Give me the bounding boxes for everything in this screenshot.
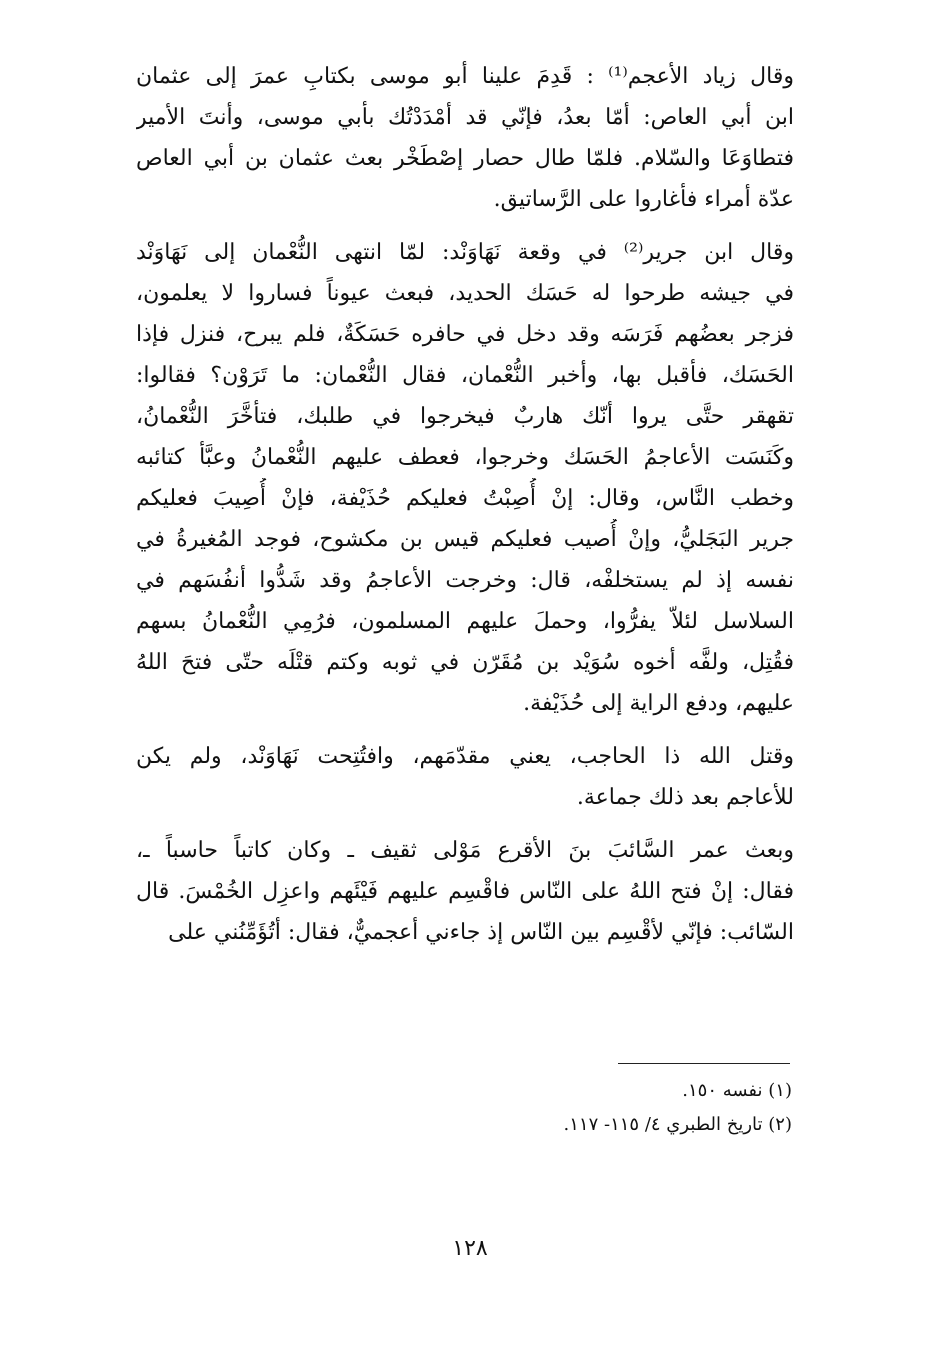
text-line: وقال زياد الأعجم⁽¹⁾ : قَدِمَ علينا أبو موسى بكتابِ عمرَ إلى عثمان (136, 64, 794, 89)
footnote-1: (١) نفسه ١٥٠. (682, 1080, 792, 1101)
text-line: ابن أبي العاص: أمّا بعدُ، فإنّي قد أمْدَدْتُك بأبي موسى، وأنتَ الأمير (136, 105, 794, 130)
main-text (136, 56, 794, 953)
text-line: عليهم، ودفع الراية إلى حُذَيْفة. (523, 691, 794, 716)
footnotes (136, 1074, 792, 1142)
text-line: وقتل الله ذا الحاجب، يعني مقدّمَهم، وافتُتِحت نَهَاوَنْد، ولم يكن (136, 744, 794, 769)
text-line: عدّة أمراء فأغاروا على الرَّساتيق. (493, 187, 794, 212)
paragraph (136, 56, 794, 220)
text-line: فتطاوَعَا والسّلام. فلمّا طال حصار إصْطَخْر بعث عثمان بن أبي العاص (136, 146, 794, 171)
text-line: وقال ابن جرير⁽²⁾ في وقعة نَهَاوَنْد: لمّا انتهى النُّعْمان إلى نَهَاوَنْد (136, 240, 794, 265)
text-line: نفسه إذ لم يستخلفْه، قال: وخرجت الأعاجمُ وقد شَدُّوا أنفُسَهم في (136, 568, 794, 593)
text-line: السلاسل لئلاّ يفرُّوا، وحملَ عليهم المسلمون، فرُمِي النُّعْمانُ بسهم (136, 609, 794, 634)
text-line: وبعث عمر السَّائبَ بنَ الأقرع مَوْلى ثقيف ـ وكان كاتباً حاسباً ـ، (136, 838, 794, 863)
text-line: فقال: إنْ فتح اللهُ على النّاس فاقْسِم عليهم فَيْئَهم واعزِل الخُمْسَ. قال (136, 879, 794, 904)
text-line: وكَنَسَت الأعاجمُ الحَسَك وخرجوا، فعطف عليهم النُّعْمانُ وعبَّأ كتائبه (136, 445, 794, 470)
text-line: فقُتِل، ولفَّه أخوه سُوَيْد بن مُقَرّن في ثوبه وكتم قتْلَه حتّى فتحَ اللهُ (136, 650, 794, 675)
text-line: السّائب: فإنّي لأقْسِم بين النّاس إذ جاءني أعجميٌّ، فقال: أتُؤَمِّنُني على (168, 920, 794, 945)
text-line: في جيشه طرحوا له حَسَك الحديد، فبعث عيوناً فساروا لا يعلمون، (136, 281, 794, 306)
text-line: الحَسَك، فأقبل بها، وأخبر النُّعْمان، فقال النُّعْمان: ما تَرَوْن؟ فقالوا: (136, 363, 794, 388)
text-line: للأعاجم بعد ذلك جماعة. (576, 785, 794, 810)
paragraph (136, 736, 794, 818)
footnote-divider (618, 1063, 790, 1064)
paragraph (136, 232, 794, 724)
paragraph (136, 830, 794, 953)
text-line: جرير البَجَليُّ، وإنْ أُصيب فعليكم قيس بن مكشوح، فوجد المُغيرةُ في (136, 527, 794, 552)
text-line: تقهقر حتَّى يروا أنّك هاربٌ فيخرجوا في طلبك، فتأخَّرَ النُّعْمانُ، (136, 404, 794, 429)
footnote-2: (٢) تاريخ الطبري ٤/ ١١٥- ١١٧. (563, 1114, 792, 1135)
text-line: فزجر بعضُهم فَرَسَه وقد دخل في حافره حَسَكَةٌ، فلم يبرح، فنزل فإذا (136, 322, 794, 347)
text-line: وخطب النَّاس، وقال: إنْ أُصِبْتُ فعليكم حُذَيْفة، فإنْ أُصِيبَ فعليكم (136, 486, 794, 511)
page-number: ١٢٨ (452, 1236, 488, 1261)
